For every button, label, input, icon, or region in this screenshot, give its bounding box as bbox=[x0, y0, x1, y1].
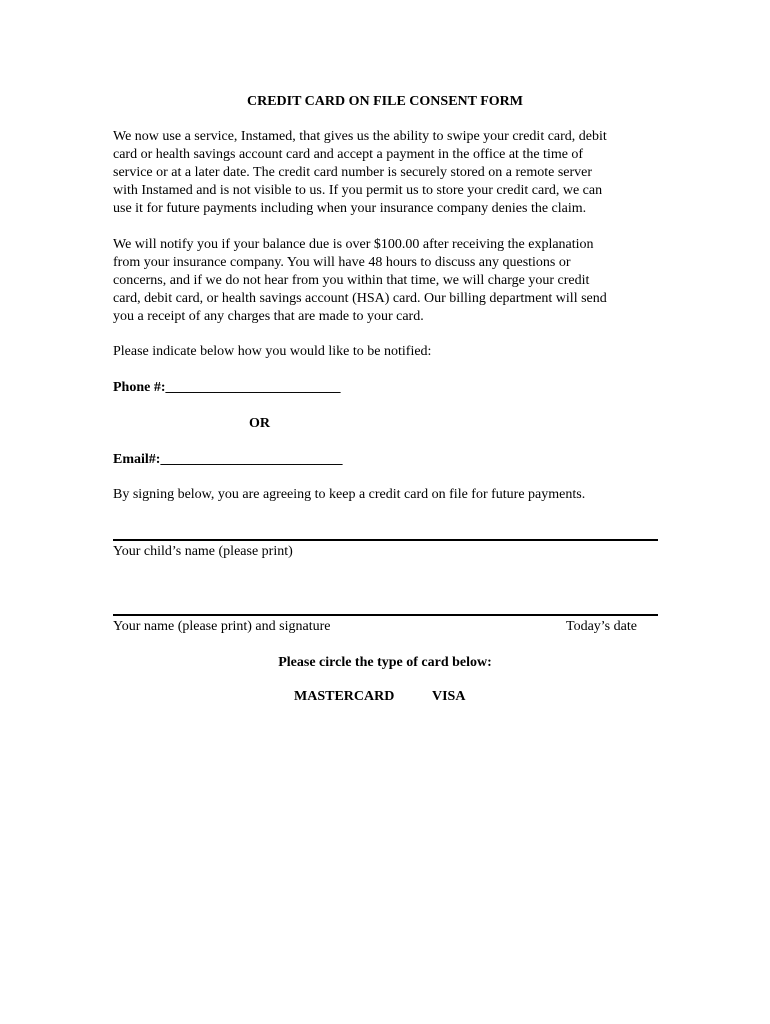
paragraph-line: with Instamed and is not visible to us. If you permit us to store your credit card, we can bbox=[113, 183, 603, 198]
name-signature-label: Your name (please print) and signature bbox=[113, 619, 331, 634]
child-name-line[interactable] bbox=[113, 539, 658, 541]
notify-prompt: Please indicate below how you would like to be notified: bbox=[113, 344, 432, 359]
form-title: CREDIT CARD ON FILE CONSENT FORM bbox=[246, 94, 523, 109]
paragraph-line: card, debit card, or health savings account (HSA) card. Our billing department will send bbox=[113, 291, 607, 306]
paragraph-line: We will notify you if your balance due is over $100.00 after receiving the explanation bbox=[113, 237, 594, 252]
phone-field[interactable]: Phone #:_________________________ bbox=[113, 380, 341, 395]
date-label: Today’s date bbox=[566, 619, 637, 634]
agreement-text: By signing below, you are agreeing to keep a credit card on file for future payments. bbox=[113, 487, 586, 502]
visa-option[interactable]: VISA bbox=[432, 689, 466, 704]
paragraph-line: from your insurance company. You will have 48 hours to discuss any questions or bbox=[113, 255, 571, 270]
paragraph-line: use it for future payments including when your insurance company denies the claim. bbox=[113, 201, 587, 216]
paragraph-line: concerns, and if we do not hear from you within that time, we will charge your credit bbox=[113, 273, 590, 288]
child-name-label: Your child’s name (please print) bbox=[113, 544, 293, 559]
signature-line[interactable] bbox=[113, 614, 658, 616]
email-field[interactable]: Email#:__________________________ bbox=[113, 452, 343, 467]
or-label: OR bbox=[249, 416, 270, 431]
paragraph-line: you a receipt of any charges that are made to your card. bbox=[113, 309, 424, 324]
paragraph-line: We now use a service, Instamed, that gives us the ability to swipe your credit card, debit bbox=[113, 129, 607, 144]
notification-policy-paragraph bbox=[113, 236, 658, 326]
card-type-instruction: Please circle the type of card below: bbox=[278, 655, 492, 670]
service-description-paragraph bbox=[113, 128, 658, 218]
paragraph-line: card or health savings account card and accept a payment in the office at the time of bbox=[113, 147, 584, 162]
mastercard-option[interactable]: MASTERCARD bbox=[294, 689, 395, 704]
paragraph-line: service or at a later date. The credit card number is securely stored on a remote server bbox=[113, 165, 593, 180]
